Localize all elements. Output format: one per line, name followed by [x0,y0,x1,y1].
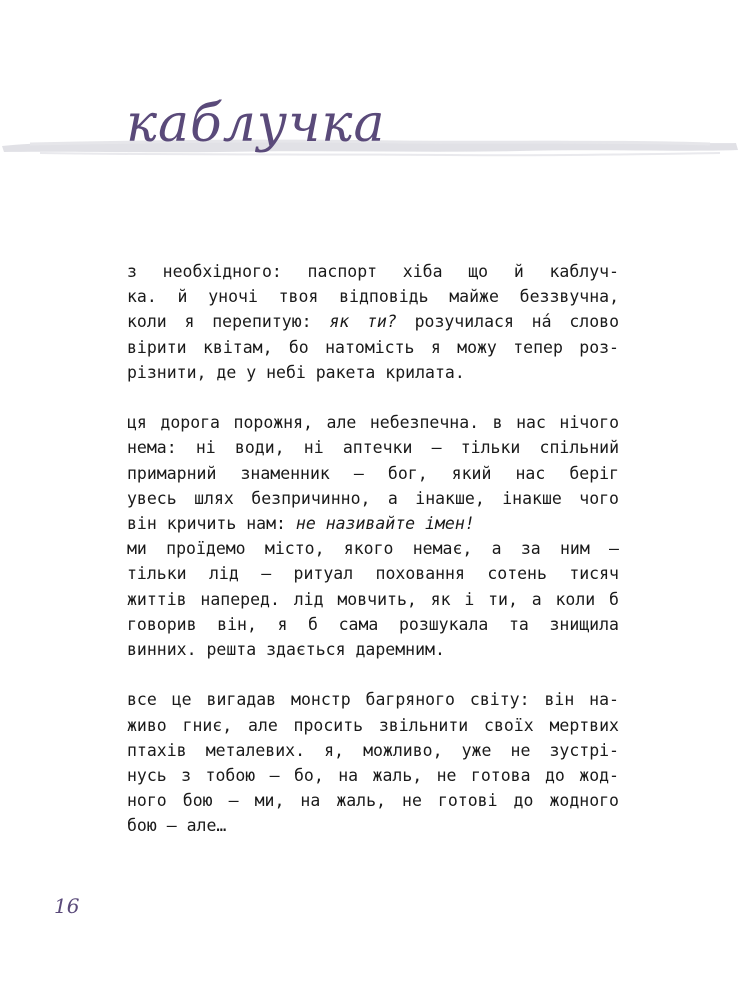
poem-line: ка. й уночі твоя відповідь майже беззвучна, [127,287,619,307]
poem-line [127,309,619,334]
poem-line: різнити, де у небі ракета крилата. [127,362,465,382]
poem-line: винних. решта здається даремним. [127,640,445,660]
page-number: 16 [54,894,80,918]
poem-line: говорив він, я б сама розшукала та знищила [127,614,619,634]
poem-line-text: він кричить нам: [127,514,296,534]
poem-line-text: розучилася нá слово [396,312,619,332]
poem-line: ця дорога порожня, але небезпечна. в нас нічого [127,413,619,433]
poem-title: каблучка [126,94,386,154]
poem-line: нусь з тобою — бо, на жаль, не готова до жод- [127,766,619,786]
poem-line [127,511,619,536]
poem-line: бою — але… [127,816,227,836]
poem-line: з необхідного: паспорт хіба що й каблуч- [127,262,619,281]
poem-line: все це вигадав монстр багряного світу: він на- [127,690,619,710]
poem-line: ного бою — ми, на жаль, не готові до жодного [127,791,619,811]
poem-line: живо гниє, але просить звільнити своїх мертвих [127,715,619,735]
poem-line: нема: ні води, ні аптечки — тільки спільний [127,438,619,458]
poem-line: тільки лід — ритуал поховання сотень тисяч [127,564,619,584]
poem-line: примарний знаменник — бог, який нас беріг [127,463,619,483]
poem-line-italic: як ти? [329,312,397,332]
poem-line-text: коли я перепитую: [127,312,330,332]
poem-body [127,259,619,864]
poem-stanza [127,410,619,662]
poem-line: ми проїдемо місто, якого немає, а за ним — [127,539,619,559]
poem-line: птахів металевих. я, можливо, уже не зустрі- [127,740,619,760]
poem-stanza [127,687,619,838]
poem-line: увесь шлях безпричинно, а інакше, інакше чого [127,488,619,508]
poem-line-italic: не називайте імен! [295,514,475,534]
poem-stanza [127,259,619,385]
poem-line: вірити квітам, бо натомість я можу тепер роз- [127,337,619,357]
poem-line: життів наперед. лід мовчить, як і ти, а коли б [127,589,619,609]
